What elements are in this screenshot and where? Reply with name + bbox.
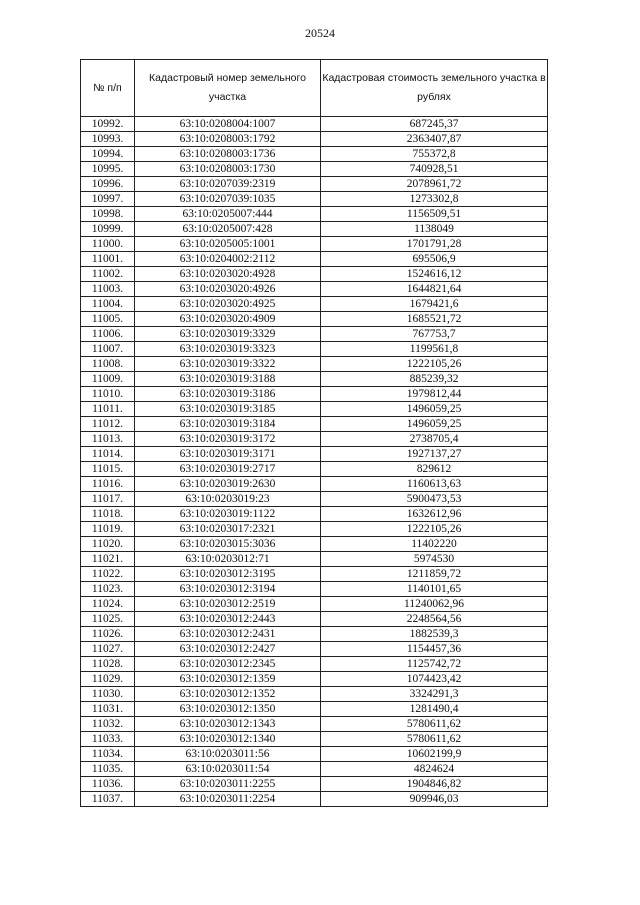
cadastral-number: 63:10:0203011:2254 [135,792,321,807]
cadastral-value: 909946,03 [321,792,548,807]
table-row [81,732,548,747]
table-row [81,492,548,507]
row-number: 10996. [81,177,135,192]
row-number: 10995. [81,162,135,177]
cadastral-value: 1138049 [321,222,548,237]
table-header-row [81,60,548,117]
cadastral-number: 63:10:0203019:3184 [135,417,321,432]
cadastral-value: 755372,8 [321,147,548,162]
cadastral-value: 1679421,6 [321,297,548,312]
cadastral-value: 1644821,64 [321,282,548,297]
cadastral-value: 5780611,62 [321,717,548,732]
table-row [81,567,548,582]
cadastral-value: 1524616,12 [321,267,548,282]
cadastral-number: 63:10:0203012:3194 [135,582,321,597]
row-number: 11001. [81,252,135,267]
cadastral-value: 11240062,96 [321,597,548,612]
cadastral-value: 1496059,25 [321,402,548,417]
cadastral-value: 1125742,72 [321,657,548,672]
row-number: 10992. [81,117,135,132]
row-number: 11013. [81,432,135,447]
row-number: 11015. [81,462,135,477]
table-row [81,252,548,267]
row-number: 11016. [81,477,135,492]
table-row [81,657,548,672]
cadastral-number: 63:10:0203012:1350 [135,702,321,717]
cadastral-value: 5780611,62 [321,732,548,747]
table-row [81,237,548,252]
table-row [81,267,548,282]
cadastral-value: 2738705,4 [321,432,548,447]
cadastral-value: 1685521,72 [321,312,548,327]
table-row [81,582,548,597]
cadastral-value: 2363407,87 [321,132,548,147]
row-number: 11017. [81,492,135,507]
row-number: 11010. [81,387,135,402]
cadastral-value: 3324291,3 [321,687,548,702]
cadastral-number: 63:10:0203012:2443 [135,612,321,627]
cadastral-value: 11402220 [321,537,548,552]
cadastral-number: 63:10:0203020:4926 [135,282,321,297]
table-row [81,162,548,177]
cadastral-number: 63:10:0203012:71 [135,552,321,567]
cadastral-value: 1273302,8 [321,192,548,207]
cadastral-value: 1701791,28 [321,237,548,252]
cadastral-number: 63:10:0203020:4909 [135,312,321,327]
row-number: 11014. [81,447,135,462]
table-row [81,522,548,537]
table-row [81,282,548,297]
row-number: 11012. [81,417,135,432]
cadastral-value: 695506,9 [321,252,548,267]
cadastral-number: 63:10:0203019:3323 [135,342,321,357]
cadastral-value: 1140101,65 [321,582,548,597]
table-row [81,327,548,342]
cadastral-value: 1199561,8 [321,342,548,357]
cadastral-number: 63:10:0203019:3172 [135,432,321,447]
cadastral-number: 63:10:0204002:2112 [135,252,321,267]
row-number: 11019. [81,522,135,537]
cadastral-number: 63:10:0207039:1035 [135,192,321,207]
cadastral-number: 63:10:0203020:4928 [135,267,321,282]
table-row [81,552,548,567]
table-row [81,642,548,657]
row-number: 11011. [81,402,135,417]
header-cadastral-number: Кадастровый номер земельного участка [135,60,321,117]
table-row [81,507,548,522]
table-row [81,687,548,702]
row-number: 11030. [81,687,135,702]
cadastral-number: 63:10:0203020:4925 [135,297,321,312]
table-row [81,207,548,222]
cadastral-number: 63:10:0205007:444 [135,207,321,222]
row-number: 11005. [81,312,135,327]
table-row [81,672,548,687]
cadastral-number: 63:10:0203017:2321 [135,522,321,537]
cadastral-number: 63:10:0203011:2255 [135,777,321,792]
table-row [81,762,548,777]
row-number: 11035. [81,762,135,777]
cadastral-number: 63:10:0208004:1007 [135,117,321,132]
row-number: 11034. [81,747,135,762]
cadastral-number: 63:10:0203019:23 [135,492,321,507]
table-row [81,447,548,462]
cadastral-value: 1496059,25 [321,417,548,432]
row-number: 11000. [81,237,135,252]
cadastral-value: 1904846,82 [321,777,548,792]
cadastral-number: 63:10:0203012:2345 [135,657,321,672]
header-number: № п/п [81,60,135,117]
row-number: 11020. [81,537,135,552]
row-number: 11003. [81,282,135,297]
table-body [81,117,548,807]
row-number: 10997. [81,192,135,207]
row-number: 10994. [81,147,135,162]
row-number: 11033. [81,732,135,747]
table-row [81,132,548,147]
cadastral-value: 1632612,96 [321,507,548,522]
cadastral-number: 63:10:0203019:3186 [135,387,321,402]
cadastral-number: 63:10:0203015:3036 [135,537,321,552]
row-number: 11008. [81,357,135,372]
table-row [81,417,548,432]
cadastral-value: 829612 [321,462,548,477]
cadastral-value: 1281490,4 [321,702,548,717]
cadastral-number: 63:10:0203011:56 [135,747,321,762]
cadastral-number: 63:10:0208003:1730 [135,162,321,177]
row-number: 11022. [81,567,135,582]
cadastral-value: 767753,7 [321,327,548,342]
cadastral-value: 2248564,56 [321,612,548,627]
cadastral-number: 63:10:0203011:54 [135,762,321,777]
row-number: 11002. [81,267,135,282]
row-number: 11029. [81,672,135,687]
row-number: 11036. [81,777,135,792]
cadastral-number: 63:10:0203012:1340 [135,732,321,747]
table-row [81,192,548,207]
cadastral-number: 63:10:0203012:2519 [135,597,321,612]
table-row [81,612,548,627]
cadastral-number: 63:10:0203019:3171 [135,447,321,462]
cadastral-number: 63:10:0203019:3322 [135,357,321,372]
row-number: 11024. [81,597,135,612]
cadastral-number: 63:10:0203019:2717 [135,462,321,477]
cadastral-table [80,59,548,807]
table-row [81,627,548,642]
table-row [81,222,548,237]
cadastral-number: 63:10:0203019:3188 [135,372,321,387]
cadastral-number: 63:10:0203012:1343 [135,717,321,732]
cadastral-value: 1211859,72 [321,567,548,582]
header-cadastral-value: Кадастровая стоимость земельного участка в рублях [321,60,548,117]
cadastral-number: 63:10:0203012:2427 [135,642,321,657]
row-number: 11007. [81,342,135,357]
row-number: 11026. [81,627,135,642]
cadastral-number: 63:10:0203012:3195 [135,567,321,582]
cadastral-value: 4824624 [321,762,548,777]
table-row [81,432,548,447]
table-row [81,357,548,372]
table-row [81,717,548,732]
row-number: 10999. [81,222,135,237]
table-row [81,372,548,387]
table-row [81,597,548,612]
table-row [81,312,548,327]
table-row [81,477,548,492]
row-number: 11023. [81,582,135,597]
table-row [81,177,548,192]
row-number: 11018. [81,507,135,522]
row-number: 11004. [81,297,135,312]
cadastral-number: 63:10:0203012:1359 [135,672,321,687]
row-number: 11037. [81,792,135,807]
row-number: 11027. [81,642,135,657]
cadastral-number: 63:10:0208003:1736 [135,147,321,162]
table-row [81,702,548,717]
table-row [81,402,548,417]
row-number: 11031. [81,702,135,717]
row-number: 11032. [81,717,135,732]
table-row [81,147,548,162]
cadastral-number: 63:10:0203019:2630 [135,477,321,492]
row-number: 10993. [81,132,135,147]
table-row [81,537,548,552]
cadastral-number: 63:10:0203012:2431 [135,627,321,642]
cadastral-number: 63:10:0203019:3185 [135,402,321,417]
cadastral-value: 10602199,9 [321,747,548,762]
row-number: 11025. [81,612,135,627]
cadastral-value: 2078961,72 [321,177,548,192]
cadastral-number: 63:10:0205005:1001 [135,237,321,252]
cadastral-value: 1222105,26 [321,357,548,372]
page-number: 20524 [305,26,335,40]
cadastral-value: 1882539,3 [321,627,548,642]
table-row [81,747,548,762]
cadastral-value: 687245,37 [321,117,548,132]
cadastral-value: 1074423,42 [321,672,548,687]
table-row [81,342,548,357]
cadastral-value: 1160613,63 [321,477,548,492]
row-number: 10998. [81,207,135,222]
cadastral-value: 1979812,44 [321,387,548,402]
cadastral-number: 63:10:0203012:1352 [135,687,321,702]
row-number: 11021. [81,552,135,567]
row-number: 11006. [81,327,135,342]
cadastral-value: 5900473,53 [321,492,548,507]
table-row [81,462,548,477]
cadastral-value: 1156509,51 [321,207,548,222]
table-row [81,297,548,312]
cadastral-number: 63:10:0208003:1792 [135,132,321,147]
cadastral-value: 885239,32 [321,372,548,387]
cadastral-value: 5974530 [321,552,548,567]
row-number: 11009. [81,372,135,387]
cadastral-number: 63:10:0203019:3329 [135,327,321,342]
table-row [81,387,548,402]
table-row [81,777,548,792]
cadastral-number: 63:10:0205007:428 [135,222,321,237]
table-row [81,792,548,807]
cadastral-value: 1222105,26 [321,522,548,537]
cadastral-number: 63:10:0207039:2319 [135,177,321,192]
cadastral-value: 1927137,27 [321,447,548,462]
cadastral-value: 1154457,36 [321,642,548,657]
row-number: 11028. [81,657,135,672]
table-row [81,117,548,132]
cadastral-number: 63:10:0203019:1122 [135,507,321,522]
cadastral-value: 740928,51 [321,162,548,177]
